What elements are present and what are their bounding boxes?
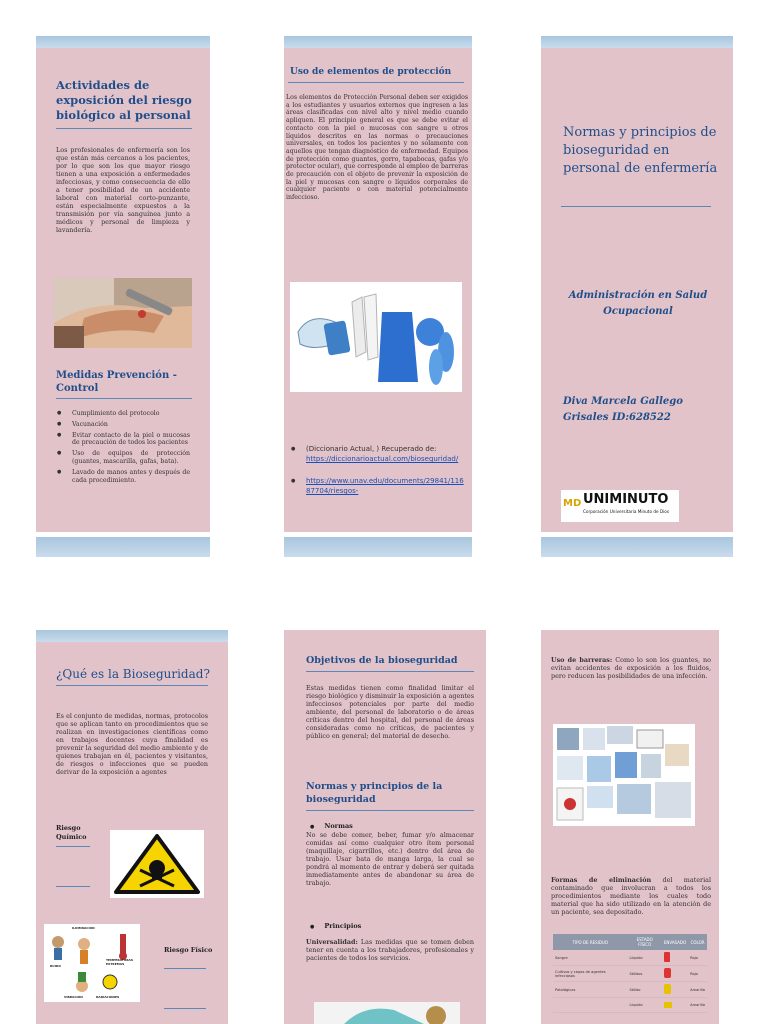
- vaccination-photo: [54, 278, 192, 348]
- title-rule: [288, 82, 464, 83]
- reference-link-diccionario[interactable]: https://diccionarioactual.com/bioseguridad/: [306, 455, 459, 463]
- objectives-paragraph: Estas medidas tienen como finalidad limitar el riesgo biológico y disminuir la exposición a agentes infecciosos potenciales por parte del medio ambiente, del personal de laboratorio o de áreas críticas dentro del hospital, del personal de áreas consideradas como no críticas, de pacientes y público en general; del material de desecho.: [306, 684, 474, 740]
- logo-name: UNIMINUTO: [583, 492, 669, 507]
- panel-title: Objetivos de la bioseguridad: [306, 655, 458, 666]
- prevention-list: [54, 410, 190, 487]
- table-cell: Rojo: [688, 966, 707, 982]
- top-band-4: [36, 630, 228, 642]
- container-icon: [662, 966, 688, 982]
- fisico-label-vibracion: VIBRACIÓN: [64, 995, 83, 999]
- table-header: ENVASADO: [662, 934, 688, 950]
- eliminacion-paragraph: Formas de eliminación del material contaminado que involucran a todos los procedimientos mediante los cuales todo material que ha sido utilizado en la atención de un paciente, sea depositado.: [551, 876, 711, 916]
- risk-fisico-rule: [164, 968, 206, 969]
- table-header: COLOR: [688, 934, 707, 950]
- title-rule: [56, 685, 208, 686]
- fisico-label-iluminacion: ILUMINACIÓN: [72, 926, 95, 930]
- list-item: ● Uso de equipos de protección (guantes, mascarilla, gafas, bata).: [54, 450, 190, 466]
- cover-author: Diva Marcela Gallego Grisales ID:628522: [563, 396, 683, 423]
- normas-label: ● Normas: [310, 822, 353, 830]
- table-row: [553, 966, 707, 982]
- cover-rule: [561, 206, 711, 207]
- table-header: ESTADO FÍSICO: [628, 934, 662, 950]
- waste-table: [553, 934, 707, 1013]
- risk-fisico-rule-2: [164, 1008, 206, 1009]
- table-cell: Patológicos: [553, 982, 628, 998]
- list-item: ● Lavado de manos antes y después de cada procedimiento.: [54, 469, 190, 485]
- table-row: [553, 998, 707, 1013]
- cover-subtitle: Administración en Salud Ocupacional: [568, 290, 708, 317]
- table-row: [553, 982, 707, 998]
- top-band-3: [541, 36, 733, 48]
- gloves-photo: [314, 1002, 460, 1024]
- panel-exposure: [36, 48, 210, 532]
- prevention-title: Medidas Prevención - Control: [56, 370, 177, 394]
- barreras-paragraph: Uso de barreras: Como lo son los guantes, no evitan accidentes de exposición a los fluidos, pero reducen las posibilidades de una infección.: [551, 656, 711, 680]
- risk-quimico-rule: [56, 846, 90, 847]
- panel-cover: [541, 48, 733, 532]
- logo-mark: MD: [563, 498, 582, 509]
- title-rule: [56, 128, 192, 129]
- fisico-label-radiaciones: RADIACIONES: [96, 995, 120, 999]
- table-row: [553, 950, 707, 966]
- uniminuto-logo: [561, 490, 679, 522]
- risk-fisico-label: Riesgo Físico: [164, 946, 213, 954]
- bottom-band-3: [541, 537, 733, 557]
- reference-item: [288, 444, 468, 464]
- table-cell: Líquido: [628, 998, 662, 1013]
- table-cell: [553, 998, 628, 1013]
- reference-text: (Diccionario Actual, ) Recuperado de:: [306, 445, 437, 453]
- bullet-icon: ●: [310, 824, 315, 830]
- list-item: ● Cumplimiento del protocolo: [54, 410, 190, 418]
- panel-protection: [284, 48, 472, 532]
- panel-title: ¿Qué es la Bioseguridad?: [56, 667, 210, 681]
- protection-paragraph: Los elementos de Protección Personal deben ser exigidos a los estudiantes y usuarios externos que ingresen a las áreas clasificadas con nivel alto y nivel medio cuando apliquen. El principio general es que se debe evitar el contacto con la piel o mucosas con sangre u otros líquidos descritos en las normas o precauciones universales, en todos los pacientes y no solamente con aquellos que tengan diagnóstico de enfermedad. Equipos de protección como guantes, gorro, tapabocas, gafas y/o protector ocular), que corresponde al empleo de barreras de precaución con el objeto de prevenir la exposición de la piel y mucosas con sangre o líquidos corporales de cualquier paciente o con material potencialmente infeccioso.: [286, 94, 468, 202]
- fisico-label-temperaturas: TEMPERATURAS EXTREMAS: [106, 958, 134, 966]
- panel-title: Actividades de exposición del riesgo biológico al personal: [56, 78, 192, 122]
- chemical-hazard-icon: [110, 830, 204, 898]
- panel-barriers: [541, 630, 719, 1024]
- list-item: ● Evitar contacto de la piel o mucosas de precaución de todos los pacientes: [54, 432, 190, 448]
- top-band-2: [284, 36, 472, 48]
- panel-title: Uso de elementos de protección: [290, 67, 452, 77]
- table-cell: Sangre: [553, 950, 628, 966]
- references-list: [288, 444, 468, 499]
- intro-paragraph: Los profesionales de enfermería son los que están más cercanos a los pacientes, por lo que son los que mayor riesgo tienen a una exposición a enfermedades infecciosas, y como consecuencia de ello a tener posibilidad de un accidente laboral con material corto-punzante, están especialmente expuestos a la transmisión por vía sanguínea junto a médicos y personal de limpieza y lavandería.: [56, 146, 190, 234]
- list-item: ● Vacunación: [54, 421, 190, 429]
- table-cell: Amarillo: [688, 982, 707, 998]
- table-cell: Líquido: [628, 950, 662, 966]
- normas-rule: [306, 810, 474, 811]
- logo-tagline: Corporación Universitaria Minuto de Dios: [583, 509, 670, 514]
- physical-risks-illustration: [44, 924, 140, 1002]
- bullet-icon: ●: [310, 924, 315, 930]
- table-cell: Sólido: [628, 982, 662, 998]
- normas-text: No se debe comer, beber, fumar y/o almacenar comidas así como cualquier otro ítem personal (maquillaje, cigarrillos, etc.) dentro del área de trabajo. Usar bata de manga larga, la cual se pondrá al momento de entrar y deberá ser quitada inmediatamente antes de abandonar su área de trabajo.: [306, 831, 474, 887]
- definition-paragraph: Es el conjunto de medidas, normas, protocolos que se aplican tanto en procedimientos que se realizan en investigaciones científicas como en trabajos docentes cuya finalidad es prevenir la seguridad del medio ambiente y de quienes trabajan en él, pacientes y visitantes, de riesgos o infecciones que se pueden derivar de la exposición a agentes: [56, 712, 208, 776]
- reference-item: [288, 476, 468, 496]
- table-cell: Rojo: [688, 950, 707, 966]
- top-band-1: [36, 36, 210, 48]
- table-cell: Cultivos y cepas de agentes infecciosos: [553, 966, 628, 982]
- reference-link-unav[interactable]: ● https://www.unav.edu/documents/29841/11687704/riesgos-: [306, 477, 464, 495]
- principios-label: ● Principios: [310, 922, 362, 930]
- cover-title: Normas y principios de bioseguridad en personal de enfermería: [563, 125, 718, 176]
- table-header: TIPO DE RESIDUO: [553, 934, 628, 950]
- ppe-collage: [553, 724, 695, 826]
- title-rule: [306, 671, 474, 672]
- container-icon: [662, 982, 688, 998]
- universalidad-text: Universalidad: Las medidas que se tomen deben tener en cuenta a los trabajadores, profesionales y pacientes de todos los servicios.: [306, 938, 474, 962]
- container-icon: [662, 998, 688, 1013]
- bottom-band-2: [284, 537, 472, 557]
- panel-what-is: [36, 642, 228, 1024]
- fisico-label-ruido: RUIDO: [50, 964, 61, 968]
- risk-quimico-label: Riesgo Químico: [56, 824, 87, 841]
- ppe-photo: [290, 282, 462, 392]
- prevention-rule: [56, 398, 192, 399]
- table-cell: Sólidos: [628, 966, 662, 982]
- bottom-band-1: [36, 537, 210, 557]
- risk-quimico-rule-2: [56, 886, 90, 887]
- normas-title: Normas y principios de la bioseguridad: [306, 781, 443, 805]
- container-icon: [662, 950, 688, 966]
- panel-objectives: [284, 630, 486, 1024]
- table-cell: Amarillo: [688, 998, 707, 1013]
